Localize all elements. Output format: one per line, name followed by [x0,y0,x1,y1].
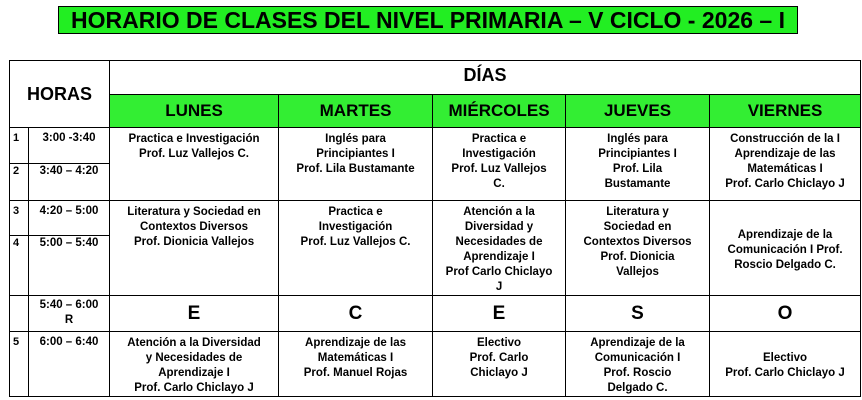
class-cell-line: C. [493,178,505,190]
horas-header: HORAS [10,61,110,128]
class-cell-line: Prof. Lila [612,163,663,175]
class-cell-martes [279,128,433,201]
class-cell-line: Vallejos [616,266,659,278]
period-time: 4:20 – 5:00 [29,201,110,236]
class-cell-line: Prof. Luz Vallejos [451,163,547,175]
class-cell-line: Atención a la [463,206,535,218]
class-cell-line: Matemáticas I [317,352,394,364]
period-number: 5 [10,332,29,397]
day-header-miercoles: MIÉRCOLES [433,95,566,128]
class-cell-line: Aprendizaje I [463,251,535,263]
class-cell-line: Prof Carlo Chiclayo [445,266,553,278]
day-header-viernes: VIERNES [710,95,861,128]
class-cell-miercoles [433,201,566,296]
class-cell-line: Roscio Delgado C. [734,258,836,271]
class-cell-line: Practica e Investigación [128,133,260,145]
class-cell-martes [279,201,433,296]
class-cell-line: Contextos Diversos [583,236,692,248]
class-cell-viernes [710,128,861,201]
class-cell-line: Necesidades de [455,236,543,248]
class-cell-line: Aprendizaje de las [734,148,836,160]
class-cell-line: Prof. Carlo Chiclayo J [134,382,254,394]
class-cell-line: Chiclayo J [470,367,528,379]
class-cell-line: Electivo [476,337,522,349]
class-cell-line: Prof. Carlo Chiclayo J [725,367,845,379]
class-cell-line: Inglés para [325,133,386,145]
class-cell-jueves [566,201,710,296]
period-time: 5:00 – 5:40 [29,236,110,296]
class-cell-line: Comunicación I Prof. [727,243,843,256]
class-cell-line: Diversidad y [464,221,534,233]
class-cell-line: Investigación [318,221,393,233]
day-header-jueves: JUEVES [566,95,710,128]
recess-letter: E [433,296,566,332]
class-cell-line: Delgado C. [607,382,668,394]
class-cell-martes [279,332,433,397]
class-cell-jueves [566,332,710,397]
period-number: 4 [10,236,29,296]
class-cell-line: Inglés para [607,133,668,145]
class-cell-line: Prof. Roscio [603,367,672,379]
period-number: 2 [10,164,29,201]
recess-letter: S [566,296,710,332]
class-cell-line: Electivo [762,352,808,364]
class-cell-line: Prof. Lila Bustamante [296,163,415,175]
class-cell-line: Practica e [328,206,383,218]
recess-letter: O [710,296,861,332]
class-cell-line: Prof. Luz Vallejos C. [300,236,411,248]
class-cell-viernes [710,201,861,296]
class-cell-jueves [566,128,710,201]
class-cell-miercoles [433,332,566,397]
period-time: 3:40 – 4:20 [29,164,110,201]
class-cell-line: Sociedad en [603,221,672,233]
class-cell-line: Investigación [462,148,536,160]
period-number: 1 [10,128,29,164]
class-cell-line: Prof. Luz Vallejos C. [139,148,249,160]
period-number: 3 [10,201,29,236]
recess-letter: C [279,296,433,332]
class-cell-line: Bustamante [604,178,671,190]
class-cell-line: Contextos Diversos [140,221,249,233]
class-cell-line: Prof. Dionicia [600,251,675,263]
period-time [29,296,110,332]
class-cell-line: J [495,281,503,293]
class-cell-line: Aprendizaje I [158,367,230,379]
class-cell-line: Aprendizaje de las [305,337,406,349]
class-cell-line: Prof. Manuel Rojas [303,367,408,379]
dias-header: DÍAS [110,61,861,95]
class-cell-viernes [710,332,861,397]
period-time: 3:00 -3:40 [29,128,110,164]
period-number [10,296,29,332]
class-cell-lunes [110,201,279,296]
day-header-lunes: LUNES [110,95,279,128]
class-cell-line: Aprendizaje de la [590,337,685,349]
recess-letter: E [110,296,279,332]
class-cell-miercoles [433,128,566,201]
class-cell-lunes [110,332,279,397]
class-cell-line: Prof. Dionicia Vallejos [133,236,255,248]
day-header-martes: MARTES [279,95,433,128]
class-cell-line: Literatura y Sociedad en [127,206,261,218]
class-cell-line: Principiantes I [316,148,395,160]
class-cell-line: Atención a la Diversidad [127,337,261,349]
class-cell-line: y Necesidades de [145,352,243,364]
schedule-table [9,60,861,397]
class-cell-line: Matemáticas I [747,163,823,175]
class-cell-line: Principiantes I [598,148,677,160]
class-cell-line: Literatura y [606,206,669,218]
class-cell-line: Comunicación I [594,352,681,364]
class-cell-line: Construcción de la I [730,133,840,145]
class-cell-lunes [110,128,279,201]
class-cell-line: Prof. Carlo [469,352,529,364]
class-cell-line: Prof. Carlo Chiclayo J [725,178,845,190]
period-time: 6:00 – 6:40 [29,332,110,397]
class-cell-line: Aprendizaje de la [737,228,833,241]
recess-label: R [64,314,74,326]
page-title: HORARIO DE CLASES DEL NIVEL PRIMARIA – V CICLO - 2026 – I [58,6,798,34]
recess-time: 5:40 – 6:00 [39,299,99,311]
class-cell-line: Practica e [471,133,527,145]
